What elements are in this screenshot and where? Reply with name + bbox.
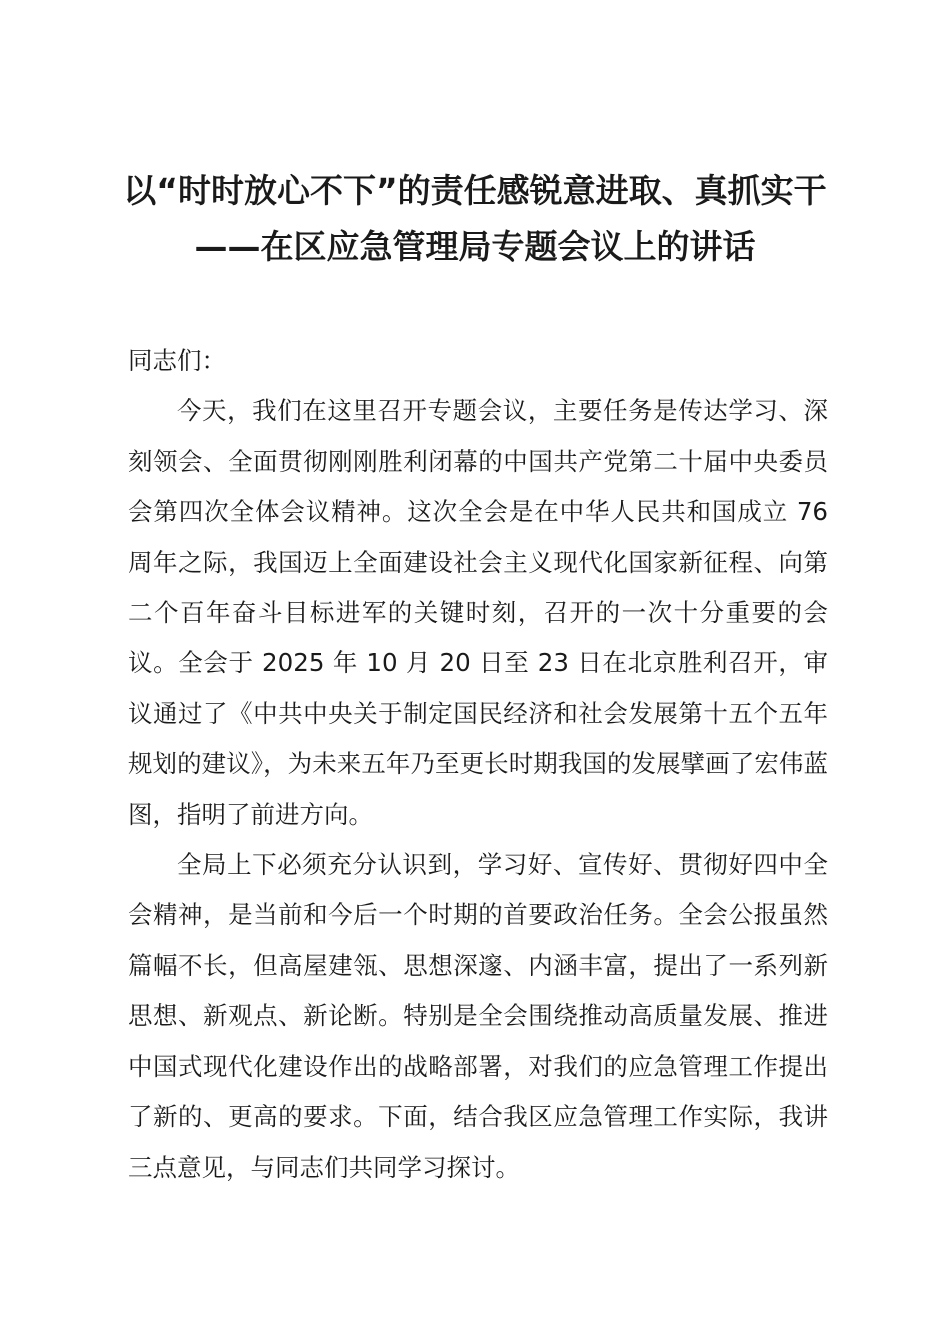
document-title: 以“时时放心不下”的责任感锐意进取、真抓实干——在区应急管理局专题会议上的讲话 xyxy=(123,171,827,266)
paragraph-1: 今天，我们在这里召开专题会议，主要任务是传达学习、深刻领会、全面贯彻刚刚胜利闭幕的中国共产党第二十届中央委员会第四次全体会议精神。这次全会是在中华人民共和国成立 76 周年之际，我国迈上全面建设社会主义现代化国家新征程、向第二个百年奋斗目标进军的关键时刻，召开的一次十分重要的会议。全会于 2025 年 10 月 20 日至 23 日在北京胜利召开，审议通过了《中共中央关于制定国民经济和社会发展第十五个五年规划的建议》，为未来五年乃至更长时期我国的发展擘画了宏伟蓝图，指明了前进方向。 xyxy=(128,396,828,829)
salutation: 同志们： xyxy=(128,346,226,375)
document-body xyxy=(128,336,828,1193)
paragraph-2: 全局上下必须充分认识到，学习好、宣传好、贯彻好四中全会精神，是当前和今后一个时期的首要政治任务。全会公报虽然篇幅不长，但高屋建瓴、思想深邃、内涵丰富，提出了一系列新思想、新观点、新论断。特别是全会围绕推动高质量发展、推进中国式现代化建设作出的战略部署，对我们的应急管理工作提出了新的、更高的要求。下面，结合我区应急管理工作实际，我讲三点意见，与同志们共同学习探讨。 xyxy=(128,850,828,1182)
